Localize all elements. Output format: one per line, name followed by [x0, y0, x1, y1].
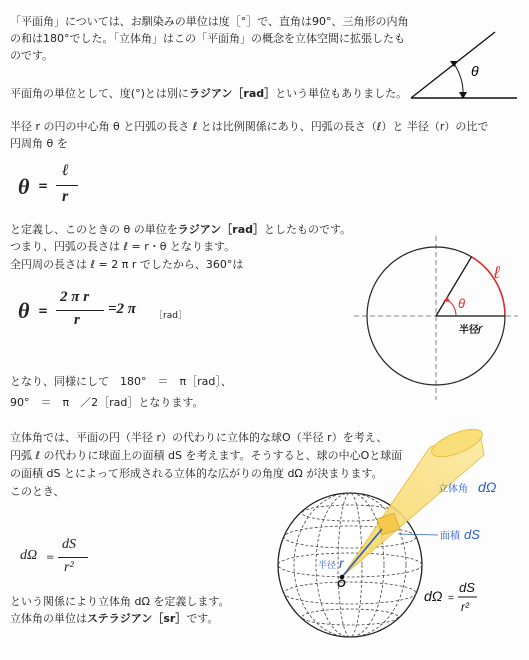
sphere-formula-num: dS	[459, 580, 475, 595]
formula2-fraction-bar	[56, 310, 104, 311]
radius-line-1: 半径 r の円の中心角 θ と円弧の長さ ℓ とは比例関係にあり、円弧の長さ（ℓ）と 半径（r）の比で	[10, 120, 489, 133]
center-label: O	[337, 578, 346, 590]
formula3-eq: =	[46, 552, 55, 563]
sphere-formula-den: r²	[461, 600, 469, 614]
intro-line-2: の和は180°でした。「立体角」はこの「平面角」の概念を立体空間に拡張したも	[10, 32, 405, 45]
solid-line-4: このとき、	[10, 485, 65, 498]
circle-theta-label: θ	[458, 296, 466, 311]
sphere-formula-lhs: dΩ	[424, 588, 443, 604]
solid-line-3: の面積 dS とによって形成される立体的な広がりの角度 dΩ が決まります。	[10, 467, 383, 480]
formula2-lhs: θ	[18, 298, 30, 323]
solid-angle-symbol: dΩ	[478, 479, 497, 495]
formula2-unit: ［rad］	[154, 311, 187, 321]
arc-ell-label: ℓ	[494, 263, 500, 282]
formula3-denominator: r²	[64, 560, 74, 575]
def-line-3: 全円周の長さは ℓ = 2 π r でしたから、360°は	[10, 258, 244, 271]
formula2-eq: =	[38, 304, 49, 318]
unit-line: 平面角の単位として、度(°)とは別にラジアン［rad］という単位もありました。	[10, 87, 408, 100]
intro-line-1: 「平面角」については、お馴染みの単位は度［°］で、直角は90°、三角形の内角	[10, 15, 409, 28]
radius-line-2: 円周角 θ を	[10, 137, 68, 150]
formula3-lhs: dΩ	[20, 548, 38, 563]
formula2-result: =2 π	[108, 301, 136, 317]
sphere-radius-label: 半径	[318, 560, 337, 570]
formula1-lhs: θ	[18, 174, 30, 199]
formula3-fraction-bar	[58, 557, 88, 558]
angle-figure	[405, 28, 523, 104]
formula1-fraction-bar	[56, 185, 78, 186]
def-line-1: と定義し、このときの θ の単位をラジアン［rad］としたものです。	[10, 223, 352, 236]
arc-highlight	[472, 257, 506, 316]
formula2-denominator: r	[74, 312, 80, 328]
intro-line-3: のです。	[10, 49, 54, 62]
closing-line-2: 立体角の単位はステラジアン［sr］です。	[10, 612, 219, 625]
formula2-numerator: 2 π r	[60, 289, 90, 305]
formula1-eq: =	[38, 179, 49, 193]
def-line-2: つまり、円弧の長さは ℓ = r・θ となります。	[10, 240, 236, 253]
area-symbol: dS	[464, 527, 480, 542]
radius-r: r	[478, 321, 483, 336]
angle-theta-label: θ	[471, 63, 479, 79]
sphere-radius-symbol: r	[339, 555, 344, 571]
sphere-formula-eq: =	[448, 593, 454, 604]
circle-figure	[352, 234, 522, 404]
formula1-denominator: r	[62, 188, 69, 205]
closing-line-1: という関係により立体角 dΩ を定義します。	[10, 595, 230, 608]
sphere-figure	[270, 425, 528, 657]
solid-line-1: 立体角では、平面の円（半径 r）の代わりに立体的な球O（半径 r）を考え、	[10, 431, 388, 444]
formula1-numerator: ℓ	[62, 162, 69, 179]
radius-label: 半径	[459, 325, 479, 336]
solid-angle-label: 立体角	[438, 484, 468, 495]
similar-line-1: となり、同様にして 180° ＝ π［rad］、	[10, 375, 232, 388]
formula3-numerator: dS	[62, 537, 76, 552]
area-label: 面積	[440, 531, 460, 542]
solid-line-2: 円弧 ℓ の代わりに球面上の面積 dS を考えます。そうすると、球の中心Oと球面	[10, 449, 403, 462]
similar-line-2: 90° ＝ π ／2［rad］となります。	[10, 396, 204, 409]
